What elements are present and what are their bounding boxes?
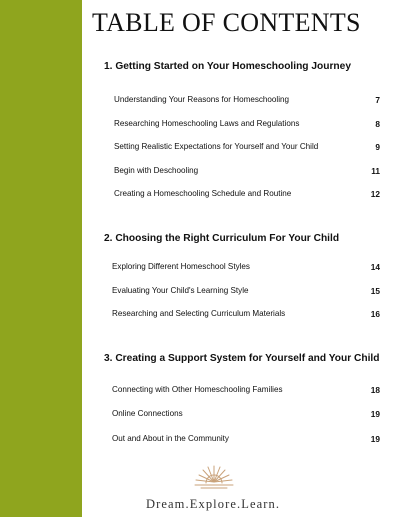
toc-entry-label: Researching and Selecting Curriculum Materials (112, 309, 286, 318)
toc-entry-page: 19 (370, 434, 380, 444)
toc-entry-page: 11 (371, 166, 380, 176)
sidebar-accent-bar (0, 0, 82, 517)
toc-entry[interactable] (112, 385, 380, 399)
section-heading-1: 1. Getting Started on Your Homeschooling Journey (104, 61, 351, 72)
toc-entry-label: Out and About in the Community (112, 434, 229, 443)
toc-entry-label: Creating a Homeschooling Schedule and Routine (114, 189, 292, 198)
section-heading-2: 2. Choosing the Right Curriculum For Your Child (104, 233, 340, 244)
toc-entry-page: 7 (375, 95, 380, 105)
toc-entry-page: 12 (370, 189, 380, 199)
toc-entry-label: Understanding Your Reasons for Homeschooling (114, 95, 290, 104)
toc-entry-page: 15 (370, 286, 380, 296)
toc-entry[interactable] (114, 95, 380, 109)
toc-entry[interactable] (112, 434, 380, 448)
toc-entry-label: Begin with Deschooling (114, 166, 199, 175)
sunrise-rays-icon (191, 464, 237, 490)
page-title: TABLE OF CONTENTS (92, 8, 361, 37)
toc-entry-page: 16 (370, 309, 380, 319)
toc-entry[interactable] (114, 119, 380, 133)
toc-entry[interactable] (114, 166, 380, 180)
toc-entry-label: Setting Realistic Expectations for Yourself and Your Child (114, 142, 319, 151)
toc-entry[interactable] (112, 309, 380, 323)
section-heading-3: 3. Creating a Support System for Yourself and Your Child (104, 353, 380, 364)
toc-entry[interactable] (114, 142, 380, 156)
toc-entry-label: Connecting with Other Homeschooling Families (112, 385, 283, 394)
footer-tagline: Dream.Explore.Learn. (146, 497, 281, 511)
toc-entry-page: 14 (370, 262, 380, 272)
toc-entry-label: Exploring Different Homeschool Styles (112, 262, 250, 271)
toc-entry[interactable] (112, 262, 380, 276)
toc-entry-page: 18 (370, 385, 380, 395)
toc-entry-page: 19 (370, 409, 380, 419)
toc-entry-label: Evaluating Your Child's Learning Style (112, 286, 249, 295)
toc-entry-page: 9 (375, 142, 380, 152)
toc-entry-label: Researching Homeschooling Laws and Regulations (114, 119, 300, 128)
toc-entry-label: Online Connections (112, 409, 183, 418)
toc-entry[interactable] (112, 409, 380, 423)
toc-entry-page: 8 (375, 119, 380, 129)
toc-entry[interactable] (114, 189, 380, 203)
toc-entry[interactable] (112, 286, 380, 300)
